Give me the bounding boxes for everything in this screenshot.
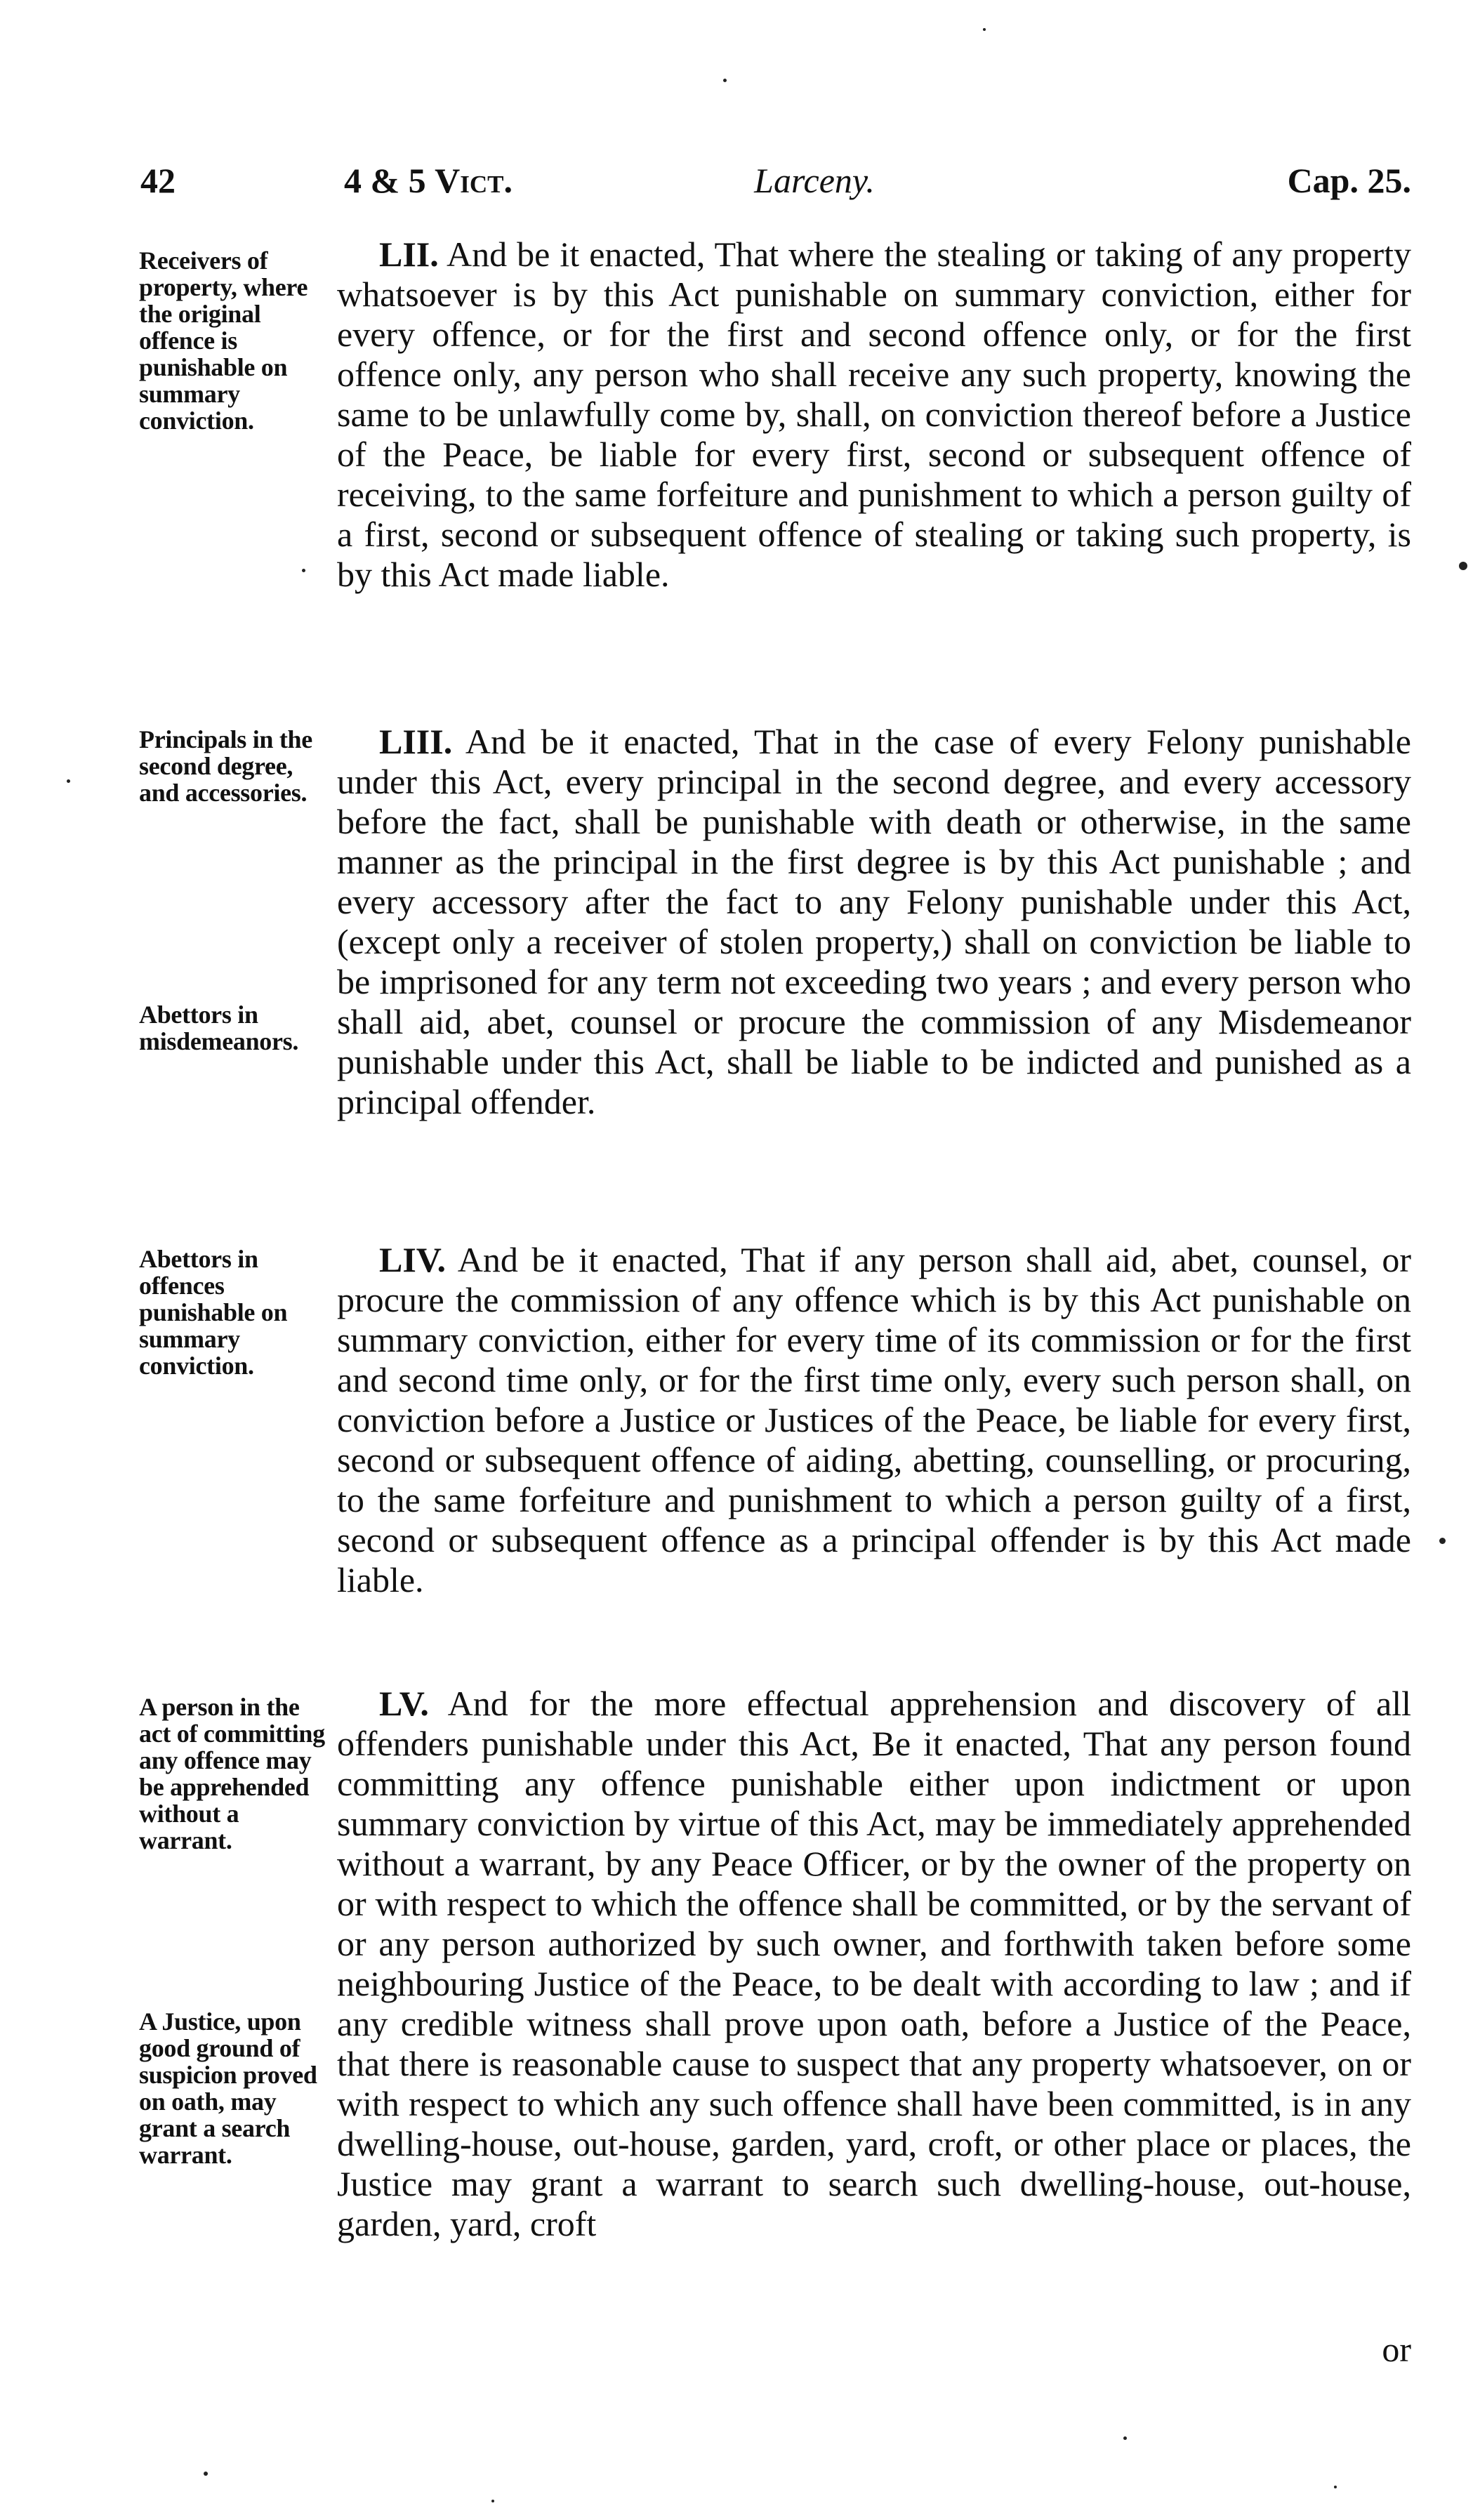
scan-speck <box>302 569 305 572</box>
section-body-lii <box>337 235 1411 595</box>
act-label: Vict. <box>435 161 513 200</box>
scan-speck <box>983 28 986 31</box>
scan-speck <box>1439 1538 1446 1544</box>
section-body-liii <box>337 722 1411 1122</box>
page-title: Larceny. <box>754 161 875 200</box>
sidenote-lv: A person in the act of committing any offence may be apprehended without a warrant. <box>139 1693 325 1854</box>
scan-speck <box>1334 2486 1337 2488</box>
sidenote-lv-search-warrant: A Justice, upon good ground of suspicion proved on oath, may grant a search warrant. <box>139 2007 317 2169</box>
section-body-liv <box>337 1240 1411 1600</box>
section-text-liii: And be it enacted, That in the case of every Felony punishable under this Act, every principal in the second degree, and every accessory before the fact, shall be punishable with death or otherwise, in the same manner as the principal in the first degree is by this Act punishable ; and every accessory after the fact to any Felony punishable under this Act, (except only a receiver of stolen property,) shall on conviction be liable to be imprisoned for any term not exceeding two years ; and every person who shall aid, abet, counsel or procure the commission of any Misdemeanor punishable under this Act, shall be liable to be indicted and punished as a principal offender. <box>337 722 1411 1121</box>
scan-speck <box>723 79 727 82</box>
chapter-number: Cap. 25. <box>1287 161 1411 200</box>
page-number: 42 <box>140 161 176 200</box>
section-text-lv: And for the more effectual apprehension and discovery of all offenders punishable under this Act, Be it enacted, That any person found committing any offence punishable either upon indictment or upon summary conviction by virtue of this Act, may be immediately apprehended without a warrant, by any Peace Officer, or by the owner of the property on or with respect to which the offence shall be committed, or by the servant of or any person authorized by such owner, and forthwith taken before some neighbouring Justice of the Peace, to be dealt with according to law ; and if any credible witness shall prove upon oath, before a Justice of the Peace, that there is reasonable cause to suspect that any property whatsoever, on or with respect to which any such offence shall have been committed, is in any dwelling-house, out-house, garden, yard, croft, or other place or places, the Justice may grant a warrant to search such dwelling-house, out-house, garden, yard, croft <box>337 1684 1411 2243</box>
section-number-lii: LII. <box>379 235 439 274</box>
scan-speck <box>491 2500 494 2502</box>
section-text-lii: And be it enacted, That where the stealing or taking of any property whatsoever is by this Act punishable on summary conviction, either for every offence, or for the first and second offence only, or for the first offence only, any person who shall receive any such property, knowing the same to be unlawfully come by, shall, on conviction thereof before a Justice of the Peace, be liable for every first, second or subsequent offence of receiving, to the same forfeiture and punishment to which a person guilty of a first, second or subsequent offence of stealing or taking such property, is by this Act made liable. <box>337 235 1411 594</box>
act-regnal-years: 4 & 5 <box>344 161 426 200</box>
scan-speck <box>67 779 70 783</box>
section-number-liv: LIV. <box>379 1240 446 1279</box>
section-text-liv: And be it enacted, That if any person shall aid, abet, counsel, or procure the commission of any offence which is by this Act punishable on summary conviction, either for every time of its commission or for the first and second time only, or for the first time only, every such person shall, on conviction before a Justice or Justices of the Peace, be liable for every first, second or subsequent offence of aiding, abetting, counselling, or procuring, to the same forfeiture and punishment to which a person guilty of a first, second or subsequent offence as a principal offender is by this Act made liable. <box>337 1240 1411 1599</box>
sidenote-liii: Principals in the second degree, and accessories. <box>139 725 312 807</box>
scan-speck <box>204 2472 208 2476</box>
section-body-lv <box>337 1684 1411 2244</box>
scan-speck <box>1459 562 1467 570</box>
sidenote-liv: Abettors in offences punishable on summary conviction. <box>139 1245 288 1380</box>
section-number-liii: LIII. <box>379 722 453 761</box>
sidenote-liii-abettors: Abettors in misdemeanors. <box>139 1001 299 1055</box>
running-head <box>140 156 1411 205</box>
act-reference <box>344 156 513 205</box>
section-number-lv: LV. <box>379 1684 429 1723</box>
scan-speck <box>1123 2436 1127 2440</box>
sidenote-lii: Receivers of property, where the original offence is punishable on summary conviction. <box>139 246 308 435</box>
catchword: or <box>1382 2330 1411 2369</box>
